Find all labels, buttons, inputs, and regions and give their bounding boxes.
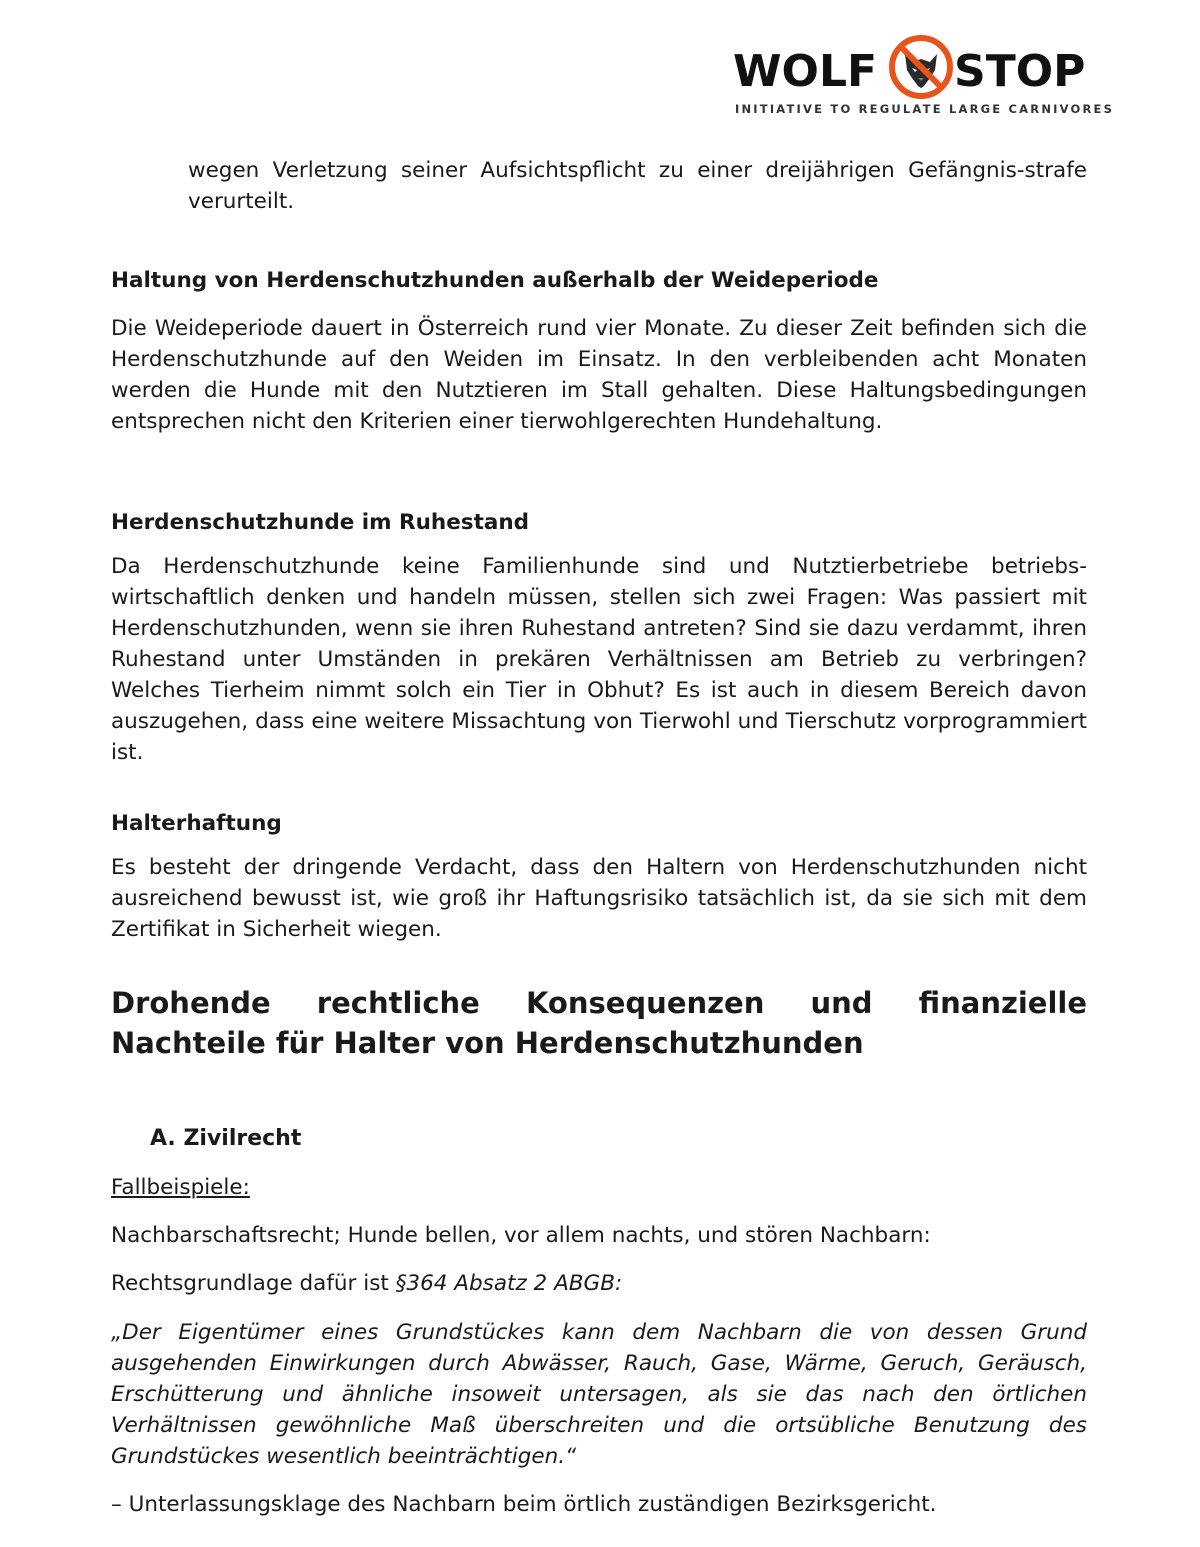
fallbeispiele-line <box>111 1172 1087 1203</box>
fallbeispiele-label: Fallbeispiele: <box>111 1175 250 1200</box>
section-text-halterhaftung: Es besteht der dringende Verdacht, dass den Haltern von Herdenschutzhunden nicht ausreichend bewusst ist, wie groß ihr Haftungsrisiko tatsächlich ist, da sie sich mit dem Zertifikat in Sicherheit wiegen. <box>111 855 1087 942</box>
consequence-text: – Unterlassungsklage des Nachbarn beim örtlich zuständigen Bezirksgericht. <box>111 1492 937 1517</box>
logo-tagline: INITIATIVE TO REGULATE LARGE CARNIVORES <box>735 102 1115 116</box>
logo-word-wolf: WOLF <box>733 46 878 97</box>
section-heading-haltung: Haltung von Herdenschutzhunden außerhalb der Weideperiode <box>111 268 879 293</box>
logo-word-stop: STOP <box>954 46 1086 97</box>
case-text: Nachbarschaftsrecht; Hunde bellen, vor allem nachts, und stören Nachbarn: <box>111 1223 931 1248</box>
section-text-haltung: Die Weideperiode dauert in Österreich rund vier Monate. Zu dieser Zeit befinden sich die Herdenschutzhunde auf den Weiden im Einsatz. In den verbleibenden acht Monaten werden die Hunde mit den Nutztieren im Stall gehalten. Diese Haltungsbedingungen entsprechen nicht den Kriterien einer tierwohlgerechten Hundehaltung. <box>111 316 1087 434</box>
section-heading-halterhaftung: Halterhaftung <box>111 811 282 836</box>
legal-basis-line <box>111 1268 1087 1299</box>
legal-basis-reference: §364 Absatz 2 ABGB: <box>395 1271 623 1296</box>
main-heading: Drohende rechtliche Konsequenzen und finanzielle Nachteile für Halter von Herdenschutzhunden <box>111 986 1087 1060</box>
continued-paragraph: wegen Verletzung seiner Aufsichtspflicht zu einer dreijährigen Gefängnis-strafe verurteilt. <box>188 158 1087 214</box>
legal-basis-prefix: Rechtsgrundlage dafür ist <box>111 1271 396 1296</box>
section-text-ruhestand: Da Herdenschutzhunde keine Familienhunde sind und Nutztierbetriebe betriebs-wirtschaftlich denken und handeln müssen, stellen sich zwei Fragen: Was passiert mit Herdenschutzhunden, wenn sie ihren Ruhestand antreten? Sind sie dazu verdammt, ihren Ruhestand unter Umständen in prekären Verhältnissen am Betrieb zu verbringen? Welches Tierheim nimmt solch ein Tier in Obhut? Es ist auch in diesem Bereich davon auszugehen, dass eine weitere Missachtung von Tierwohl und Tierschutz vorprogrammiert ist. <box>111 554 1087 765</box>
wolfstop-logo <box>733 28 1115 120</box>
subsection-heading-zivilrecht: A. Zivilrecht <box>150 1126 302 1151</box>
law-quote: „Der Eigentümer eines Grundstückes kann dem Nachbarn die von dessen Grund ausgehenden Einwirkungen durch Abwässer, Rauch, Gase, Wärme, Geruch, Geräusch, Erschütterung und ähnliche insoweit untersagen, als sie das nach den örtlichen Verhältnissen gewöhnliche Maß überschreiten und die ortsübliche Benutzung des Grundstückes wesentlich beeinträchtigen.“ <box>111 1320 1087 1469</box>
section-heading-ruhestand: Herdenschutzhunde im Ruhestand <box>111 510 530 535</box>
crossed-out-wolf-icon <box>888 34 954 100</box>
